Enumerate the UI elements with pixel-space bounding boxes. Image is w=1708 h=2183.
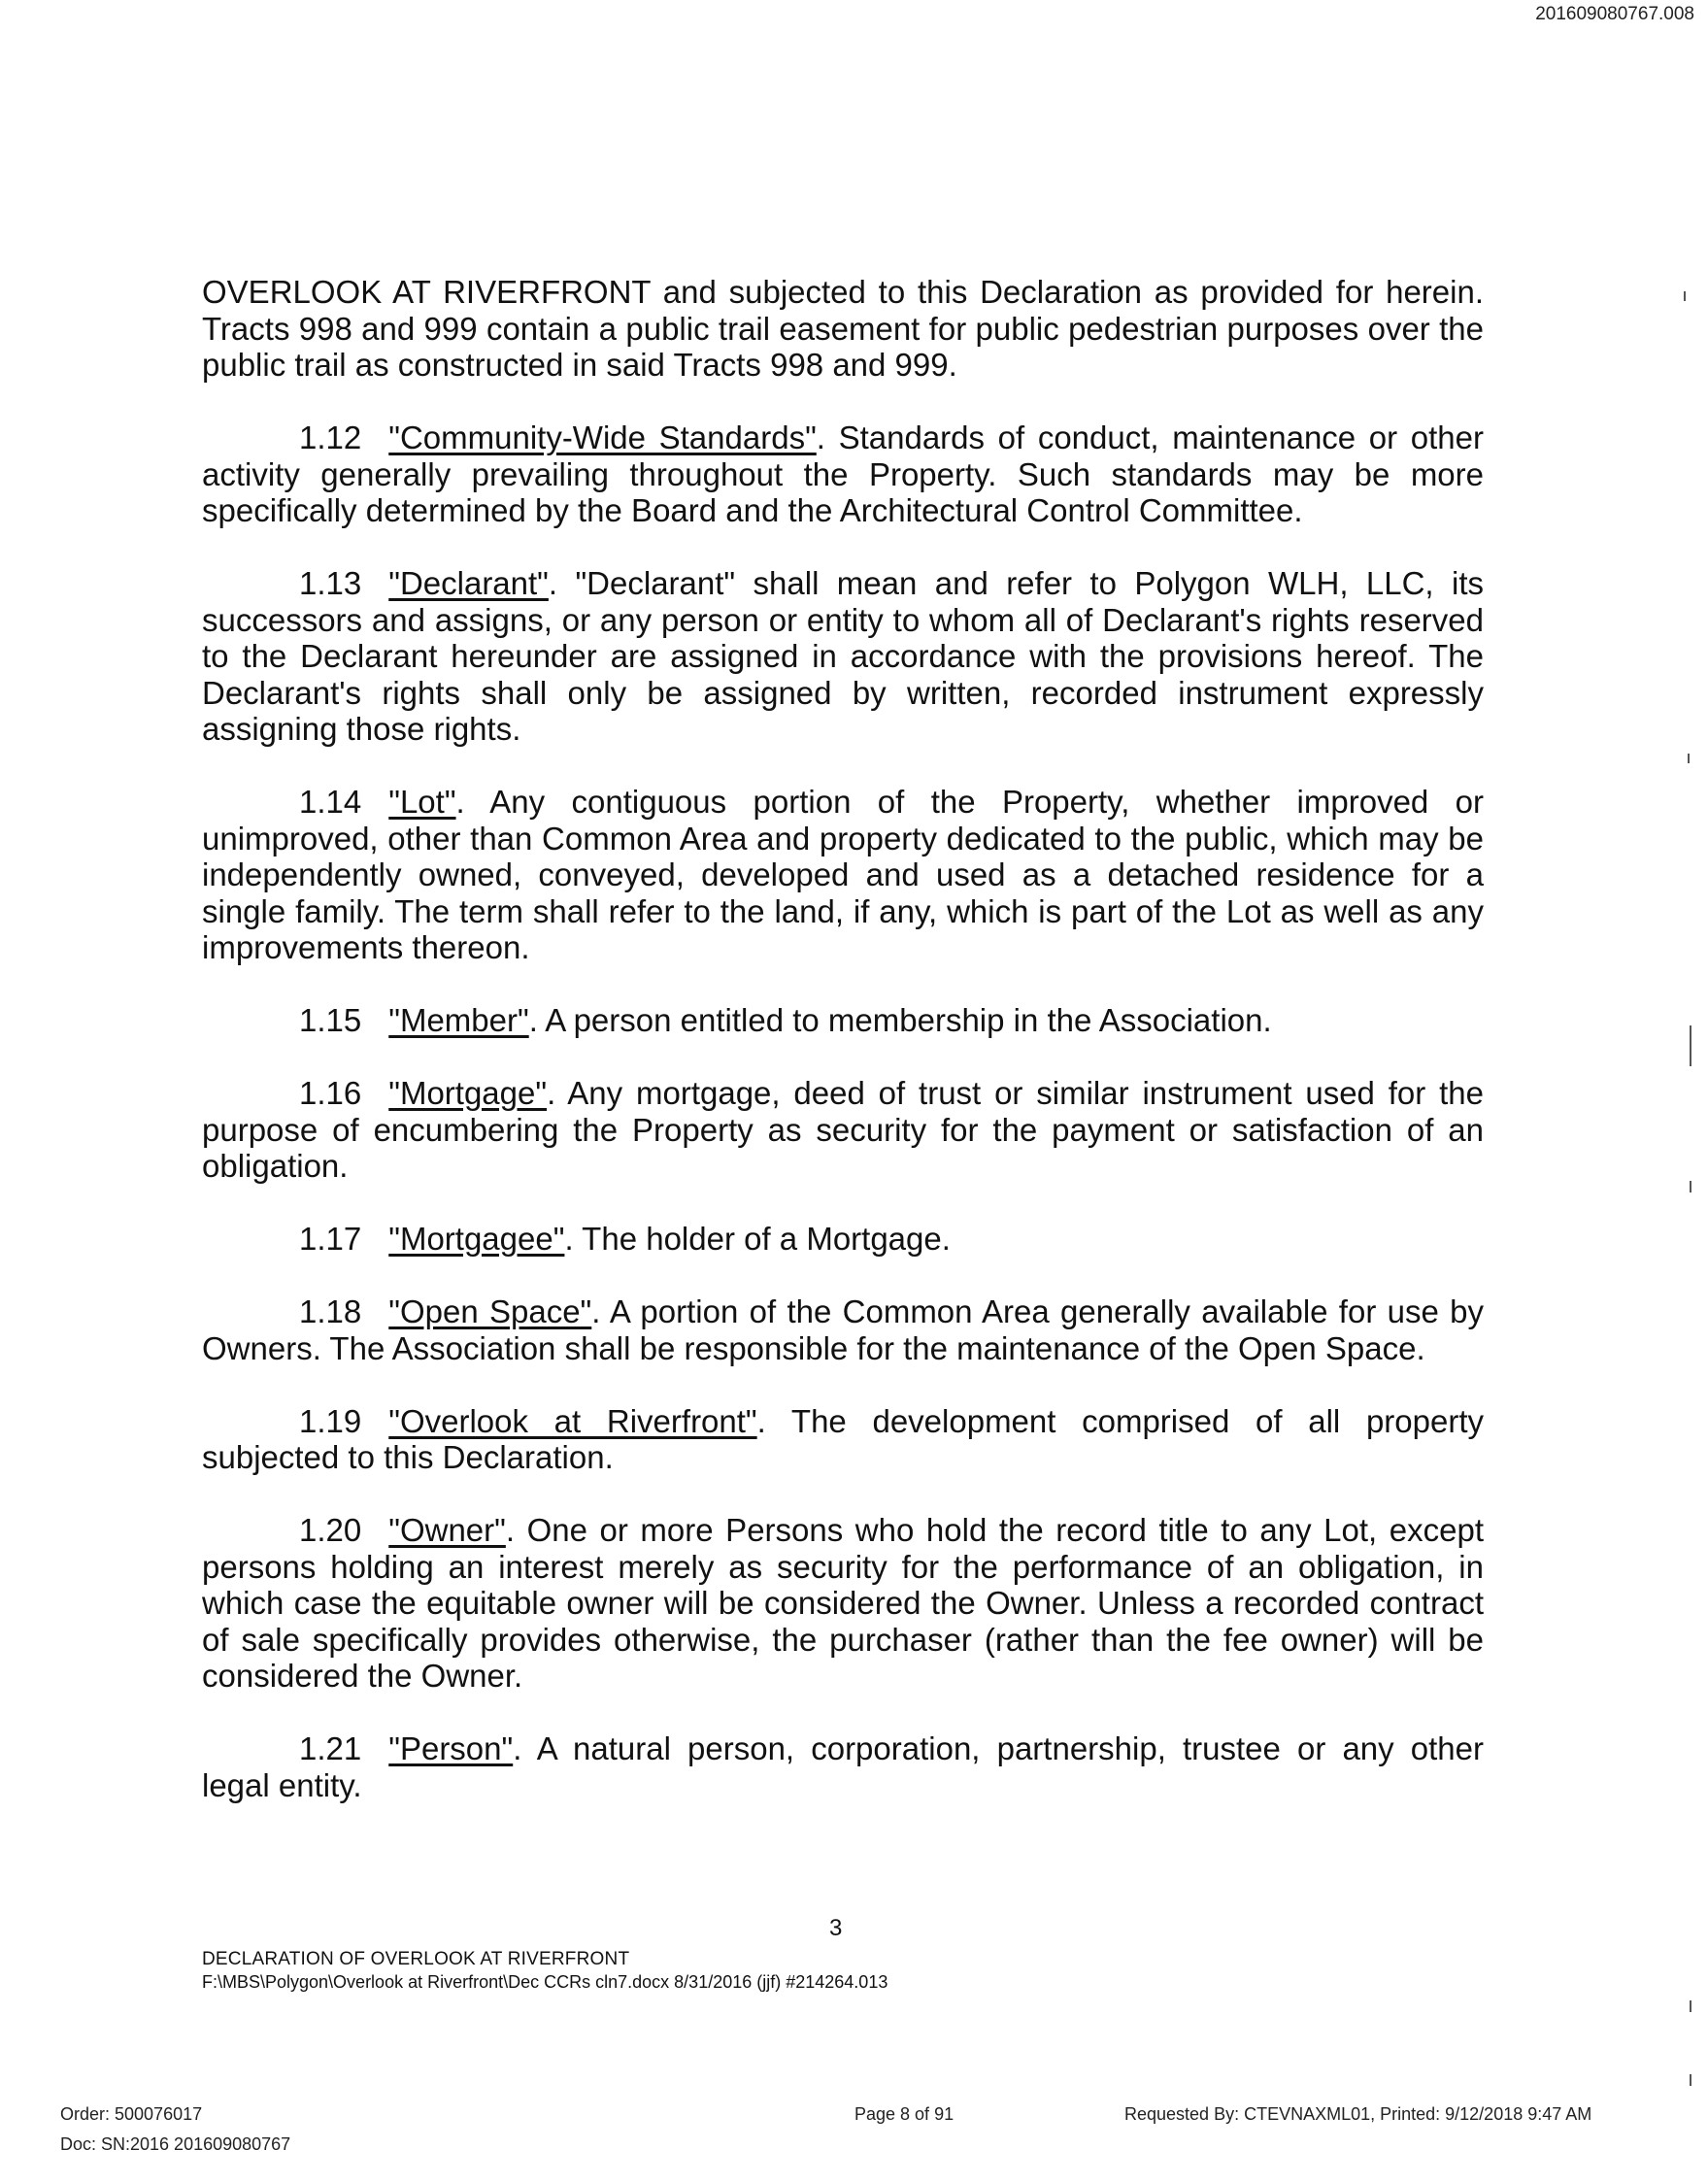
section-number: 1.19 [299, 1402, 362, 1439]
defined-term: "Person" [388, 1730, 514, 1766]
document-body [202, 274, 1484, 1840]
section-text: . "Declarant" shall mean and refer to Polygon WLH, LLC, its successors and assigns, or any person or entity to whom all of Declarant's rights reserved to the Declarant hereunder are assigned in accordance with the provisions hereof. The Declarant's rights shall only be assigned by written, recorded instrument expressly assigning those rights. [202, 565, 1484, 747]
scan-mark [1690, 1025, 1691, 1066]
section-text: . Any mortgage, deed of trust or similar instrument used for the purpose of encumbering the Property as security for the payment or satisfaction of an obligation. [202, 1075, 1484, 1184]
section-1-15 [202, 1002, 1484, 1039]
document-path-footer: F:\MBS\Polygon\Overlook at Riverfront\Dec CCRs cln7.docx 8/31/2016 (jjf) #214264.013 [202, 1972, 888, 1992]
section-number: 1.15 [299, 1002, 362, 1038]
page-number: 3 [829, 1915, 843, 1941]
defined-term: "Lot" [388, 784, 456, 820]
defined-term: "Declarant" [388, 565, 549, 601]
document-title-footer: DECLARATION OF OVERLOOK AT RIVERFRONT [202, 1949, 630, 1969]
section-text: . The development comprised of all property subjected to this Declaration. [202, 1402, 1484, 1475]
scan-mark [1688, 754, 1690, 763]
scan-mark [1690, 2074, 1691, 2086]
section-1-12 [202, 420, 1484, 529]
section-number: 1.21 [299, 1730, 362, 1766]
section-text: . A natural person, corporation, partnership, trustee or any other legal entity. [202, 1730, 1484, 1803]
section-number: 1.12 [299, 420, 362, 455]
section-text: . Any contiguous portion of the Property, whether improved or unimproved, other than Common Area and property dedicated to the public, which may be independently owned, conveyed, developed and used as a detached residence for a single family. The term shall refer to the land, if any, which is part of the Lot as well as any improvements thereon. [202, 784, 1484, 965]
recording-stamp: 201609080767.008 [1535, 4, 1694, 24]
scan-mark [1690, 1181, 1691, 1192]
section-number: 1.18 [299, 1293, 362, 1329]
defined-term: "Owner" [388, 1512, 506, 1548]
defined-term: "Overlook at Riverfront" [388, 1402, 757, 1439]
section-text: . One or more Persons who hold the record title to any Lot, except persons holding an interest merely as security for the performance of an obligation, in which case the equitable owner will be considered the Owner. Unless a recorded contract of sale specifically provides otherwise, the purchaser (rather than the fee owner) will be considered the Owner. [202, 1512, 1484, 1694]
section-1-18 [202, 1293, 1484, 1366]
section-1-16 [202, 1075, 1484, 1185]
doc-number: Doc: SN:2016 201609080767 [60, 2134, 291, 2154]
defined-term: "Open Space" [388, 1293, 592, 1329]
section-1-17 [202, 1221, 1484, 1258]
scan-mark [1684, 291, 1686, 301]
requested-by: Requested By: CTEVNAXML01, Printed: 9/12/2018 9:47 AM [1124, 2104, 1592, 2124]
order-number: Order: 500076017 [60, 2104, 203, 2124]
section-1-13 [202, 565, 1484, 748]
section-number: 1.16 [299, 1075, 362, 1111]
section-1-19 [202, 1403, 1484, 1476]
scan-mark [1690, 2000, 1691, 2012]
defined-term: "Mortgagee" [388, 1221, 565, 1257]
section-1-14 [202, 784, 1484, 966]
section-number: 1.17 [299, 1221, 362, 1257]
page-counter: Page 8 of 91 [854, 2104, 954, 2124]
section-text: . The holder of a Mortgage. [564, 1221, 951, 1257]
section-text: . Standards of conduct, maintenance or other activity generally prevailing throughout the Property. Such standards may be more specifically determined by the Board and the Architectural Control Committee. [202, 420, 1484, 528]
section-number: 1.13 [299, 565, 362, 601]
section-1-20 [202, 1512, 1484, 1695]
section-text: . A person entitled to membership in the Association. [528, 1002, 1272, 1038]
section-text: . A portion of the Common Area generally available for use by Owners. The Association shall be responsible for the maintenance of the Open Space. [202, 1293, 1484, 1366]
defined-term: "Mortgage" [388, 1075, 548, 1111]
section-number: 1.20 [299, 1512, 362, 1548]
section-1-21 [202, 1730, 1484, 1803]
defined-term: "Member" [388, 1002, 529, 1038]
defined-term: "Community-Wide Standards" [388, 420, 817, 455]
section-number: 1.14 [299, 784, 362, 820]
continuation-paragraph: OVERLOOK AT RIVERFRONT and subjected to this Declaration as provided for herein. Tracts 998 and 999 contain a public trail easement for public pedestrian purposes over the public trail as constructed in said Tracts 998 and 999. [202, 274, 1484, 383]
